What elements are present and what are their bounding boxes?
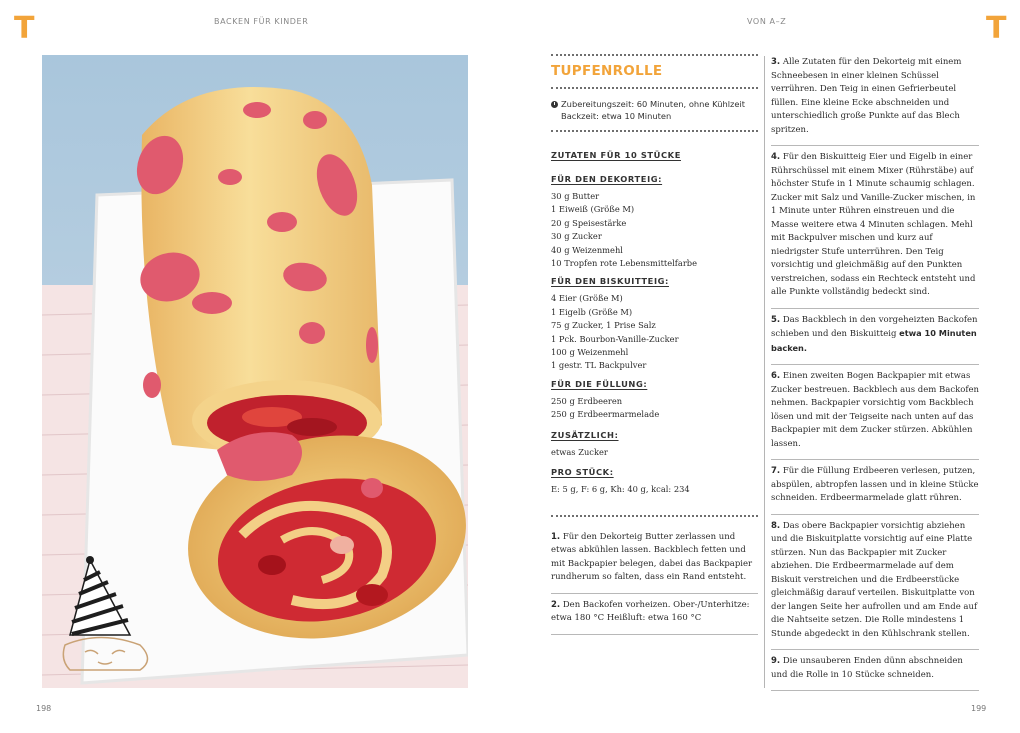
step-text: Den Backofen vorheizen. Ober-/Unterhitze: etwa 180 °C Heißluft: etwa 160 °C: [551, 599, 750, 623]
chapter-letter-left: T: [14, 11, 35, 46]
column-divider: [764, 56, 765, 688]
time-info: [551, 98, 758, 122]
section-heading-dekorteig: FÜR DEN DEKORTEIG:: [551, 174, 663, 184]
step-8: [771, 515, 979, 651]
section-heading-biskuitteig: FÜR DEN BISKUITTEIG:: [551, 276, 669, 287]
ingredient-item: 1 Eigelb (Größe M): [551, 306, 633, 317]
clock-icon: [551, 101, 558, 108]
nutrition-info: [551, 483, 758, 496]
step-text: Für den Biskuitteig Eier und Eigelb in einer Rührschüssel mit einem Mixer (Rührstäbe) auf höchster Stufe in 1 Minute schaumig schlagen. Zucker mit Salz und Vanille-Zucker mischen, in 1 Minute unter Rühren einstreuen und die Masse weitere etwa 4 Minuten schlagen. Mehl mit Backpulver mischen und kurz auf niedrigster Stufe unterrühren. Den Teig vorsichtig und gleichmäßig auf den Punkten verstreichen, sodass ein Rechteck entsteht und alle Punkte vollständig bedeckt sind.: [771, 152, 976, 297]
step-number: 8.: [771, 520, 781, 531]
section-heading-zusaetzlich: ZUSÄTZLICH:: [551, 429, 619, 440]
chapter-letter-right: T: [986, 11, 1007, 46]
page-number-left: 198: [36, 704, 52, 713]
step-2: [551, 594, 758, 635]
nutrition-values: E: 5 g, F: 6 g, Kh: 40 g, kcal: 234: [551, 484, 690, 495]
step-number: 6.: [771, 371, 781, 381]
ingredient-item: 250 g Erdbeeren: [551, 395, 623, 406]
running-head-left: BACKEN FÜR KINDER: [214, 17, 309, 26]
ingredient-item: 30 g Butter: [551, 191, 600, 201]
ingredient-item: 4 Eier (Größe M): [551, 293, 623, 304]
step-number: 4.: [771, 152, 781, 162]
ingredient-item: 1 Eiweiß (Größe M): [551, 204, 635, 215]
step-3: [771, 54, 979, 146]
recipe-title: TUPFENROLLE: [551, 63, 663, 79]
bake-time: Backzeit: etwa 10 Minuten: [561, 111, 672, 121]
running-head-right: VON A–Z: [747, 17, 787, 26]
dotted-rule: [551, 54, 758, 56]
ingredient-list-zusaetzlich: [551, 446, 758, 459]
section-heading-fuellung: FÜR DIE FÜLLUNG:: [551, 378, 648, 389]
step-text: Für den Dekorteig Butter zerlassen und etwas abkühlen lassen. Backblech fetten und mit Backpapier belegen, dabei das Backpapier rundherum so falten, dass ein Rand entsteht.: [551, 531, 753, 582]
yield-heading: ZUTATEN FÜR 10 STÜCKE: [551, 150, 681, 160]
section-heading-pro-stueck: PRO STÜCK:: [551, 467, 614, 478]
ingredient-item: 30 g Zucker: [551, 231, 602, 242]
recipe-photo: [42, 55, 468, 688]
step-9: [771, 650, 979, 691]
page-number-right: 199: [971, 704, 987, 713]
prep-time: Zubereitungszeit: 60 Minuten, ohne Kühlzeit: [561, 99, 746, 109]
step-text: Für die Füllung Erdbeeren verlesen, putzen, abspülen, abtropfen lassen und in kleine Stücke schneiden. Erdbeermarmelade glatt rühren.: [771, 466, 979, 503]
ingredient-list-fuellung: [551, 395, 758, 422]
ingredient-item: etwas Zucker: [551, 446, 608, 457]
step-4: [771, 146, 979, 309]
ingredient-item: 75 g Zucker, 1 Prise Salz: [551, 320, 656, 331]
ingredients-column: [551, 54, 758, 635]
step-number: 3.: [771, 57, 781, 67]
step-1: [551, 517, 758, 594]
step-number: 9.: [771, 656, 781, 666]
ingredient-item: 1 Pck. Bourbon-Vanille-Zucker: [551, 333, 679, 344]
step-text: Alle Zutaten für den Dekorteig mit einem Schneebesen in einer kleinen Schüssel verrühren. Den Teig in einen Gefrierbeutel füllen. Eine kleine Ecke abschneiden und unterschiedlich große Punkte auf das Blech spritzen.: [771, 57, 962, 135]
ingredient-item: 20 g Speisestärke: [551, 217, 627, 228]
ingredient-item: 250 g Erdbeermarmelade: [551, 409, 660, 420]
step-text: Die unsauberen Enden dünn abschneiden und die Rolle in 10 Stücke schneiden.: [771, 656, 963, 680]
step-number: 7.: [771, 466, 781, 476]
step-highlight: etwa 10 Minuten backen.: [771, 328, 977, 353]
step-text: Einen zweiten Bogen Backpapier mit etwas Zucker bestreuen. Backblech aus dem Backofen nehmen. Backpapier vorsichtig vom Backblech lösen und mit der Teigseite nach unten auf das Backpapier mit dem Zucker stürzen. Abkühlen lassen.: [771, 371, 979, 449]
ingredient-item: 100 g Weizenmehl: [551, 347, 629, 358]
step-text: Das Backblech in den vorgeheizten Backofen schieben und den Biskuitteig: [771, 314, 978, 339]
step-6: [771, 365, 979, 460]
step-text: Das obere Backpapier vorsichtig abziehen und die Biskuitplatte vorsichtig auf eine Platte stürzen. Nun das Backpapier mit Zucker abziehen. Die Erdbeermarmelade auf dem Biskuit verstreichen und die Erdbeerstücke gleichmäßig darauf verteilen. Biskuitplatte von der langen Seite her aufrollen und am Ende auf die Nahtseite setzen. Die Rolle mindestens 1 Stunde abgedeckt in den Kühlschrank stellen.: [771, 520, 978, 639]
ingredient-item: 40 g Weizenmehl: [551, 244, 623, 255]
step-number: 2.: [551, 599, 561, 610]
step-5: [771, 309, 979, 366]
dotted-rule: [551, 87, 758, 89]
ingredient-item: 1 gestr. TL Backpulver: [551, 360, 647, 371]
steps-column: [771, 54, 979, 691]
step-7: [771, 460, 979, 515]
ingredient-item: 10 Tropfen rote Lebensmittelfarbe: [551, 258, 698, 269]
ingredient-list-biskuitteig: [551, 292, 758, 372]
dotted-rule: [551, 130, 758, 132]
step-number: 1.: [551, 531, 561, 542]
step-number: 5.: [771, 314, 781, 325]
ingredient-list-dekorteig: [551, 190, 758, 270]
